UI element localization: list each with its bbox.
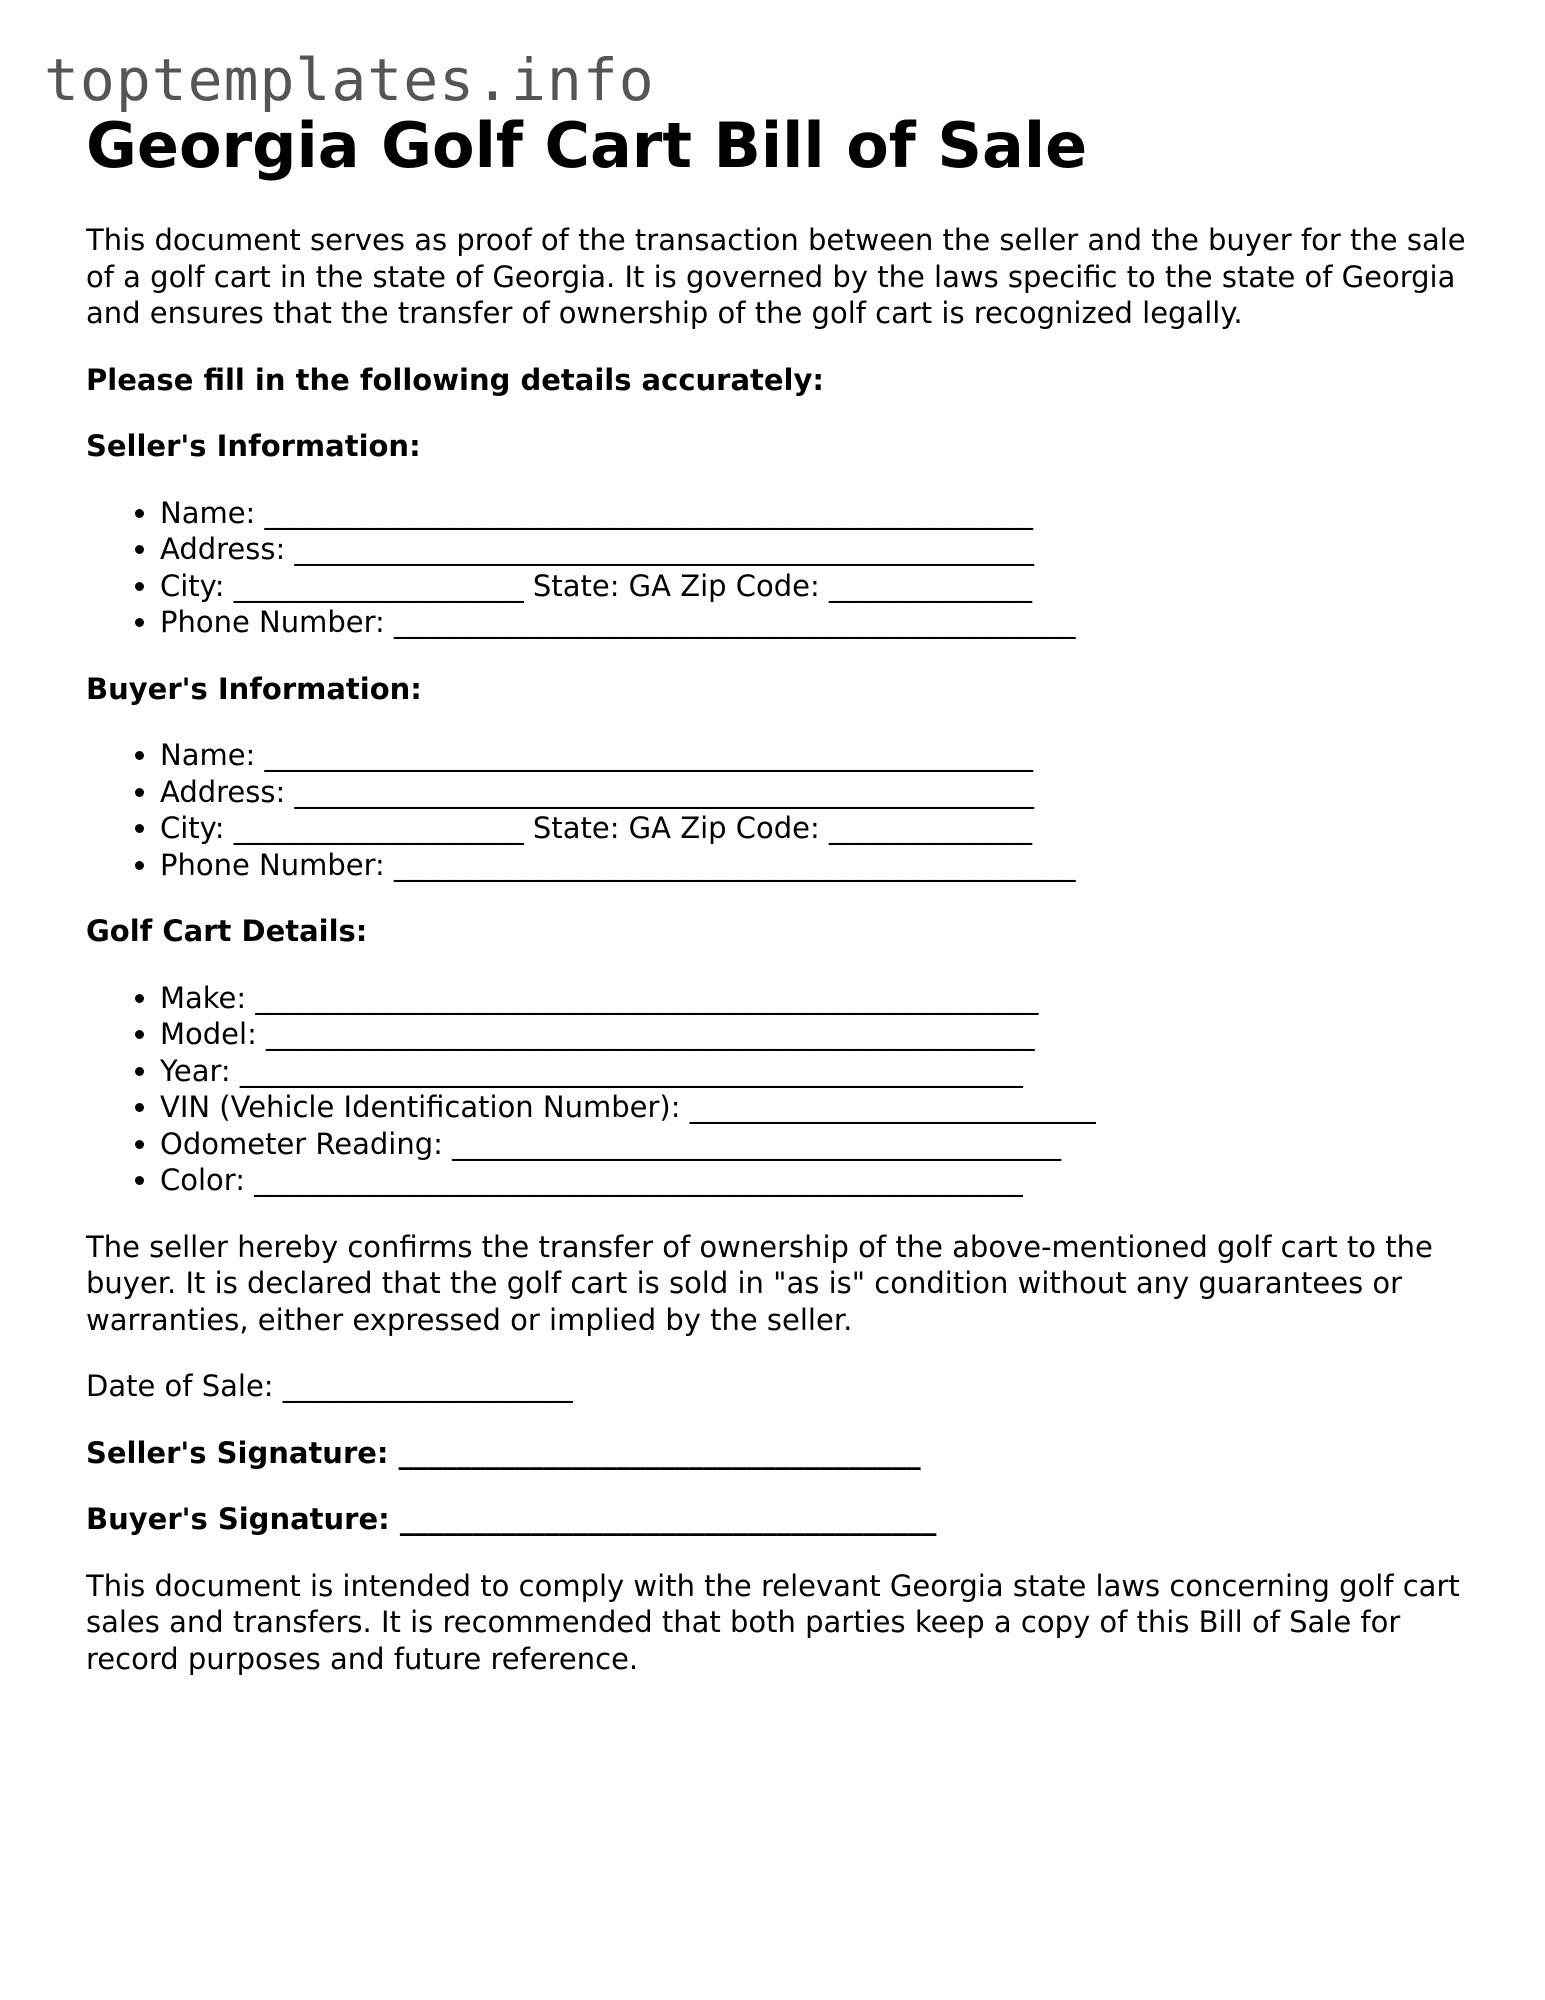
buyer-city-state-zip-field[interactable]: • City: ____________________ State: GA Zip Code: ______________ [160, 810, 1486, 847]
buyer-phone-field[interactable]: • Phone Number: _______________________________________________ [160, 847, 1486, 884]
cart-fields-list [86, 980, 1486, 1199]
seller-address-field[interactable]: • Address: ___________________________________________________ [160, 531, 1486, 568]
instruction-text: Please fill in the following details accurately: [86, 362, 824, 397]
buyer-signature-field[interactable]: Buyer's Signature: _____________________________________ [86, 1502, 937, 1536]
date-of-sale-field[interactable]: Date of Sale: ____________________ [86, 1369, 573, 1403]
buyer-section-heading: Buyer's Information: [86, 671, 422, 706]
transfer-statement: The seller hereby confirms the transfer of ownership of the above-mentioned golf cart to the buyer. It is declared that the golf cart is sold in "as is" condition without any guarantees or warranties, either expressed or implied by the seller. [86, 1229, 1433, 1337]
watermark: toptemplates.info [44, 46, 655, 114]
cart-make-field[interactable]: • Make: ______________________________________________________ [160, 980, 1486, 1017]
intro-paragraph: This document serves as proof of the transaction between the seller and the buyer for the sale of a golf cart in the state of Georgia. It is governed by the laws specific to the state of Georgia and ensures that the transfer of ownership of the golf cart is recognized legally. [86, 223, 1466, 330]
seller-phone-field[interactable]: • Phone Number: _______________________________________________ [160, 604, 1486, 641]
cart-section-heading: Golf Cart Details: [86, 914, 368, 948]
seller-city-state-zip-field[interactable]: • City: ____________________ State: GA Zip Code: ______________ [160, 568, 1486, 605]
seller-fields-list [86, 495, 1486, 641]
cart-color-field[interactable]: • Color: _____________________________________________________ [160, 1162, 1486, 1199]
buyer-name-field[interactable]: • Name: _____________________________________________________ [160, 737, 1486, 774]
seller-signature-field[interactable]: Seller's Signature: ____________________________________ [86, 1435, 921, 1470]
cart-odometer-field[interactable]: • Odometer Reading: __________________________________________ [160, 1126, 1486, 1163]
document-title: Georgia Golf Cart Bill of Sale [86, 109, 1088, 182]
buyer-fields-list [86, 737, 1486, 883]
cart-vin-field[interactable]: • VIN (Vehicle Identification Number): ____________________________ [160, 1089, 1486, 1126]
closing-paragraph: This document is intended to comply with the relevant Georgia state laws concerning golf cart sales and transfers. It is recommended that both parties keep a copy of this Bill of Sale for record purposes and future reference. [86, 1568, 1460, 1676]
document-body [86, 106, 1486, 1677]
cart-model-field[interactable]: • Model: _____________________________________________________ [160, 1016, 1486, 1053]
seller-section-heading: Seller's Information: [86, 429, 421, 463]
buyer-address-field[interactable]: • Address: ___________________________________________________ [160, 774, 1486, 811]
seller-name-field[interactable]: • Name: _____________________________________________________ [160, 495, 1486, 532]
cart-year-field[interactable]: • Year: ______________________________________________________ [160, 1053, 1486, 1090]
